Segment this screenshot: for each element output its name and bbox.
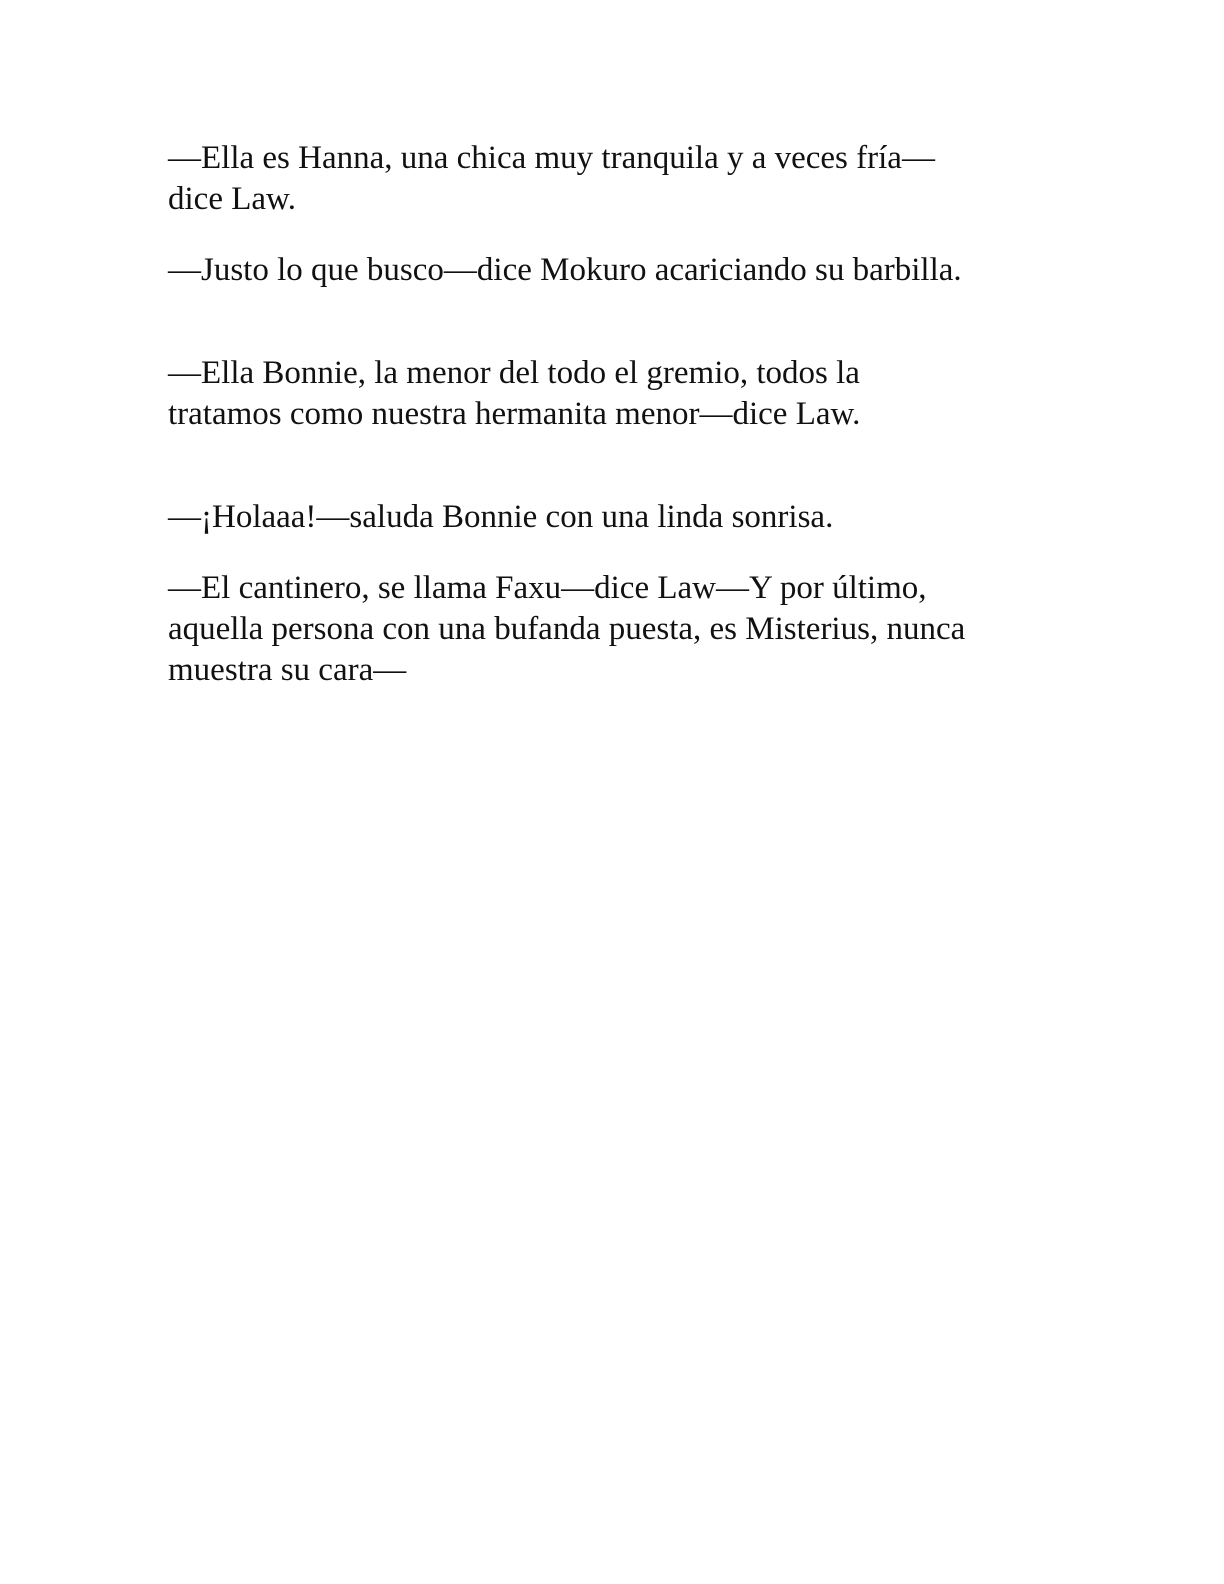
paragraph-bonnie-intro: —Ella Bonnie, la menor del todo el gremio, todos la tratamos como nuestra hermanita menor—dice Law. bbox=[168, 355, 861, 432]
paragraph-spacer bbox=[168, 435, 1068, 497]
paragraph-bonnie-greeting: —¡Holaaa!—saluda Bonnie con una linda sonrisa. bbox=[168, 499, 834, 535]
paragraph-spacer bbox=[168, 538, 1068, 568]
paragraph-spacer bbox=[168, 291, 1068, 353]
paragraph-mokuro: —Justo lo que busco—dice Mokuro acariciando su barbilla. bbox=[168, 252, 962, 288]
paragraph-faxu-misterius: —El cantinero, se llama Faxu—dice Law—Y por último, aquella persona con una bufanda puesta, es Misterius, nunca muestra su cara— bbox=[168, 570, 966, 688]
paragraph-hanna: —Ella es Hanna, una chica muy tranquila y a veces fría— dice Law. bbox=[168, 140, 935, 217]
document-body bbox=[168, 138, 1068, 691]
paragraph-spacer bbox=[168, 220, 1068, 250]
